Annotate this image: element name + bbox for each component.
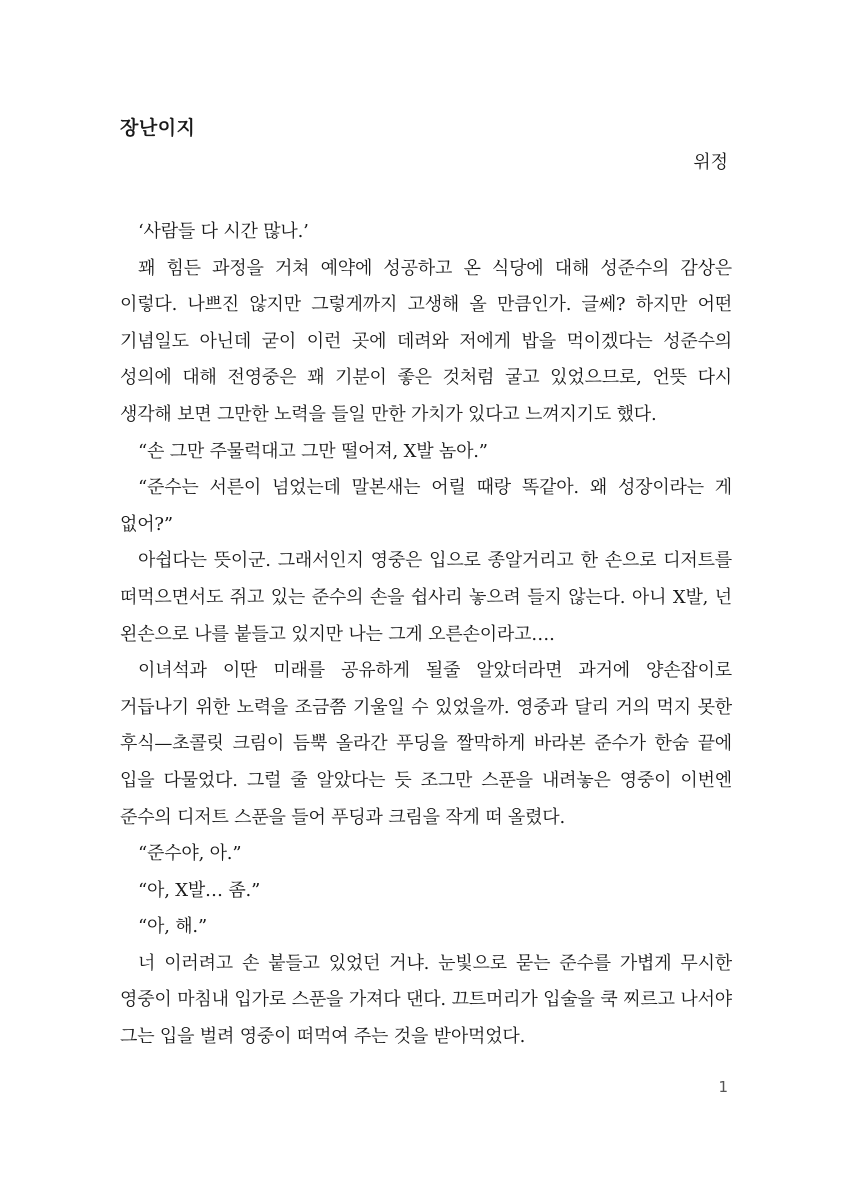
paragraph: ‘사람들 다 시간 많나.’ — [138, 221, 309, 242]
paragraph: “아, X발… 좀.” — [138, 879, 261, 901]
page-number: 1 — [718, 1078, 728, 1096]
body-text — [120, 214, 732, 1056]
paragraph: 아쉽다는 뜻이군. 그래서인지 영중은 입으로 종알거리고 한 손으로 디저트를 떠먹으면서도 쥐고 있는 준수의 손을 쉽사리 놓으려 들지 않는다. 아니 X발, 넌 왼손으로 나를 붙들고 있지만 나는 그게 오른손이라고…. — [120, 550, 732, 645]
paragraph: “준수는 서른이 넘었는데 말본새는 어릴 때랑 똑같아. 왜 성장이라는 게 없어?” — [120, 477, 732, 535]
paragraph: “준수야, 아.” — [138, 843, 242, 865]
document-title: 장난이지 — [120, 117, 196, 139]
paragraph: 꽤 힘든 과정을 거쳐 예약에 성공하고 온 식당에 대해 성준수의 감상은 이렇다. 나쁘진 않지만 그렇게까지 고생해 올 만큼인가. 글쎄? 하지만 어떤 기념일도 아닌데 굳이 이런 곳에 데려와 저에게 밥을 먹이겠다는 성준수의 성의에 대해 전영중은 꽤 기분이 좋은 것처럼 굴고 있었으므로, 언뜻 다시 생각해 보면 그만한 노력을 들일 만한 가치가 있다고 느껴지기도 했다. — [120, 257, 732, 425]
paragraph: 이녀석과 이딴 미래를 공유하게 될줄 알았더라면 과거에 양손잡이로 거듭나기 위한 노력을 조금쯤 기울일 수 있었을까. 영중과 달리 거의 먹지 못한 후식—초콜릿 크림이 듬뿍 올라간 푸딩을 짤막하게 바라본 준수가 한숨 끝에 입을 다물었다. 그럴 줄 알았다는 듯 조그만 스푼을 내려놓은 영중이 이번엔 준수의 디저트 스푼을 들어 푸딩과 크림을 작게 떠 올렸다. — [120, 660, 732, 828]
paragraph: 너 이러려고 손 붙들고 있었던 거냐. 눈빛으로 묻는 준수를 가볍게 무시한 영중이 마침내 입가로 스푼을 가져다 댄다. 끄트머리가 입술을 쿡 찌르고 나서야 그는 입을 벌려 영중이 떠먹여 주는 것을 받아먹었다. — [120, 952, 732, 1048]
author-name: 위정 — [693, 152, 728, 173]
paragraph: “아, 해.” — [138, 916, 207, 938]
paragraph: “손 그만 주물럭대고 그만 떨어져, X발 놈아.” — [138, 440, 488, 462]
